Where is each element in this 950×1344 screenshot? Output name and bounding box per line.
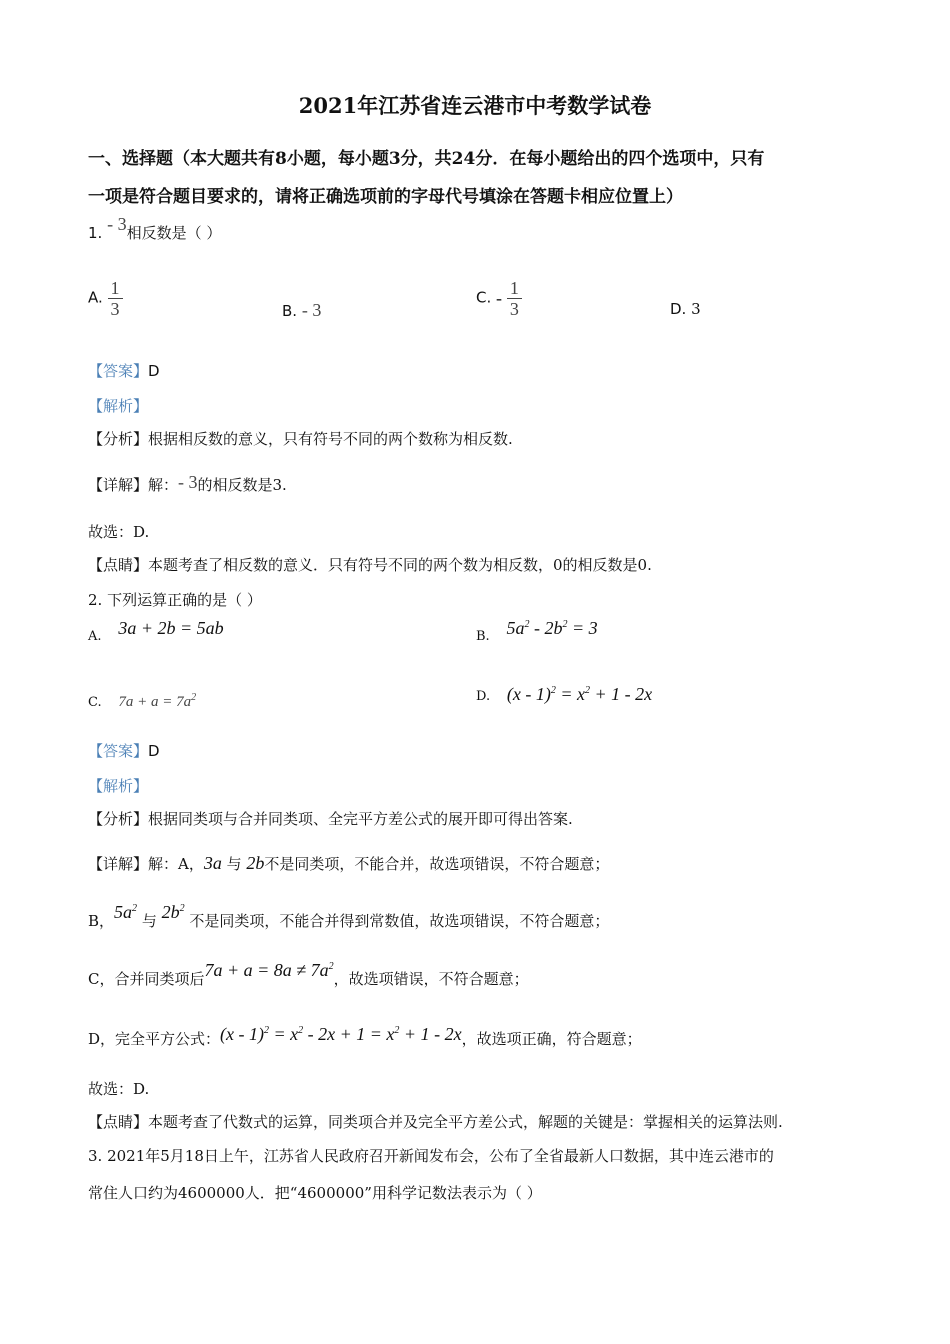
detail-suffix: 不是同类项，不能合并，故选项错误，不符合题意； <box>264 855 610 873</box>
option-label: D. <box>670 300 687 318</box>
comment-text: 【点睛】本题考查了代数式的运算，同类项合并及完全平方差公式，解题的关键是：掌握相关的运算法则. <box>88 1113 783 1131</box>
page-title: 2021年江苏省连云港市中考数学试卷 <box>298 93 652 118</box>
option-c <box>88 692 196 711</box>
detail-connector: 与 <box>141 912 157 930</box>
detail-prefix: 【详解】解：A， <box>88 855 204 873</box>
math-expression: 3a <box>203 853 222 873</box>
question-3-stem-line1: 3. 2021年5月18日上午，江苏省人民政府召开新闻发布会，公布了全省最新人口数据，其中连云港市的 <box>88 1147 774 1165</box>
option-label: D. <box>476 689 491 704</box>
detail-prefix: 【详解】解： <box>88 476 179 494</box>
answer-tag: 【答案】 <box>88 362 149 380</box>
question-number: 1. <box>88 224 103 242</box>
math-expression: 3a + 2b = 5ab <box>118 618 224 638</box>
analysis-text: 【分析】根据相反数的意义，只有符号不同的两个数称为相反数. <box>88 430 513 448</box>
question-text: 相反数是（ ） <box>126 224 222 242</box>
detail-d <box>88 1024 642 1049</box>
math-expression: - 3 <box>178 472 198 492</box>
detail-suffix: 的相反数是3. <box>197 476 287 494</box>
section-heading-line1: 一、选择题（本大题共有8小题，每小题3分，共24分．在每小题给出的四个选项中，只有 <box>88 149 765 169</box>
math-expression: $(x - 1)^2 = x^2 + 1 - 2x$ <box>506 684 653 704</box>
math-expression: $7a + a = 7a^2$ <box>118 692 197 710</box>
math-expression: $5a^2$ <box>114 902 138 922</box>
comment-text: 【点睛】本题考查了相反数的意义．只有符号不同的两个数为相反数，0的相反数是0. <box>88 556 652 574</box>
option-label: C. <box>88 695 102 710</box>
analysis-tag: 【解析】 <box>88 777 149 795</box>
analysis-tag: 【解析】 <box>88 397 149 415</box>
denominator: 3 <box>509 299 519 319</box>
math-expression: $(x - 1)^2 = x^2 - 2x + 1 = x^2 + 1 - 2x$ <box>220 1024 462 1044</box>
detail-suffix: ，故选项正确，符合题意； <box>461 1030 642 1048</box>
option-label: C. <box>476 288 492 307</box>
numerator: 1 <box>108 278 123 299</box>
option-label: B. <box>282 302 298 320</box>
fraction <box>108 278 123 319</box>
choose-text: 故选：D. <box>88 523 150 541</box>
detail-prefix: B， <box>88 912 115 930</box>
option-d <box>476 684 652 705</box>
math-expression: $7a + a = 8a \ne 7a^2$ <box>204 960 334 980</box>
denominator: 3 <box>110 299 120 319</box>
detail-suffix: 不是同类项，不能合并得到常数值，故选项错误，不符合题意； <box>189 912 610 930</box>
option-d <box>670 300 701 318</box>
analysis-text: 【分析】根据同类项与合并同类项、全完平方差公式的展开即可得出答案. <box>88 810 573 828</box>
option-label: B. <box>476 629 490 644</box>
fraction <box>507 278 522 319</box>
option-label: A. <box>88 288 103 307</box>
detail-connector: 与 <box>226 855 242 873</box>
detail-text <box>88 474 287 495</box>
detail-prefix: C，合并同类项后 <box>88 970 205 988</box>
option-value: - 3 <box>301 300 322 320</box>
option-c <box>476 278 522 319</box>
detail-prefix: D，完全平方公式： <box>88 1030 221 1048</box>
answer-tag: 【答案】 <box>88 742 149 760</box>
detail-c <box>88 960 529 989</box>
option-b <box>282 300 321 321</box>
numerator: 1 <box>507 278 522 299</box>
question-2-stem: 2. 下列运算正确的是（ ） <box>88 591 262 609</box>
option-label: A. <box>88 629 102 644</box>
choose-text: 故选：D. <box>88 1080 150 1098</box>
math-expression: 2b <box>246 853 265 873</box>
section-heading-line2: 一项是符合题目要求的，请将正确选项前的字母代号填涂在答题卡相应位置上） <box>88 187 683 207</box>
option-b <box>476 618 598 645</box>
minus-sign: - <box>496 288 503 308</box>
answer-line <box>88 740 160 761</box>
math-expression: - 3 <box>107 214 127 234</box>
option-value: 3 <box>691 300 701 318</box>
question-3-stem-line2: 常住人口约为4600000人．把“4600000”用科学记数法表示为（ ） <box>88 1184 542 1202</box>
math-expression: $5a^2 - 2b^2 = 3$ <box>506 618 598 638</box>
answer-value: D <box>148 742 160 760</box>
answer-line <box>88 360 160 381</box>
question-1-stem <box>88 214 222 243</box>
answer-value: D <box>148 362 160 380</box>
math-expression: $2b^2$ <box>161 902 185 922</box>
detail-suffix: ，故选项错误，不符合题意； <box>333 970 529 988</box>
detail-a <box>88 853 609 874</box>
option-a <box>88 278 123 319</box>
detail-b <box>88 902 610 931</box>
option-a <box>88 618 224 645</box>
